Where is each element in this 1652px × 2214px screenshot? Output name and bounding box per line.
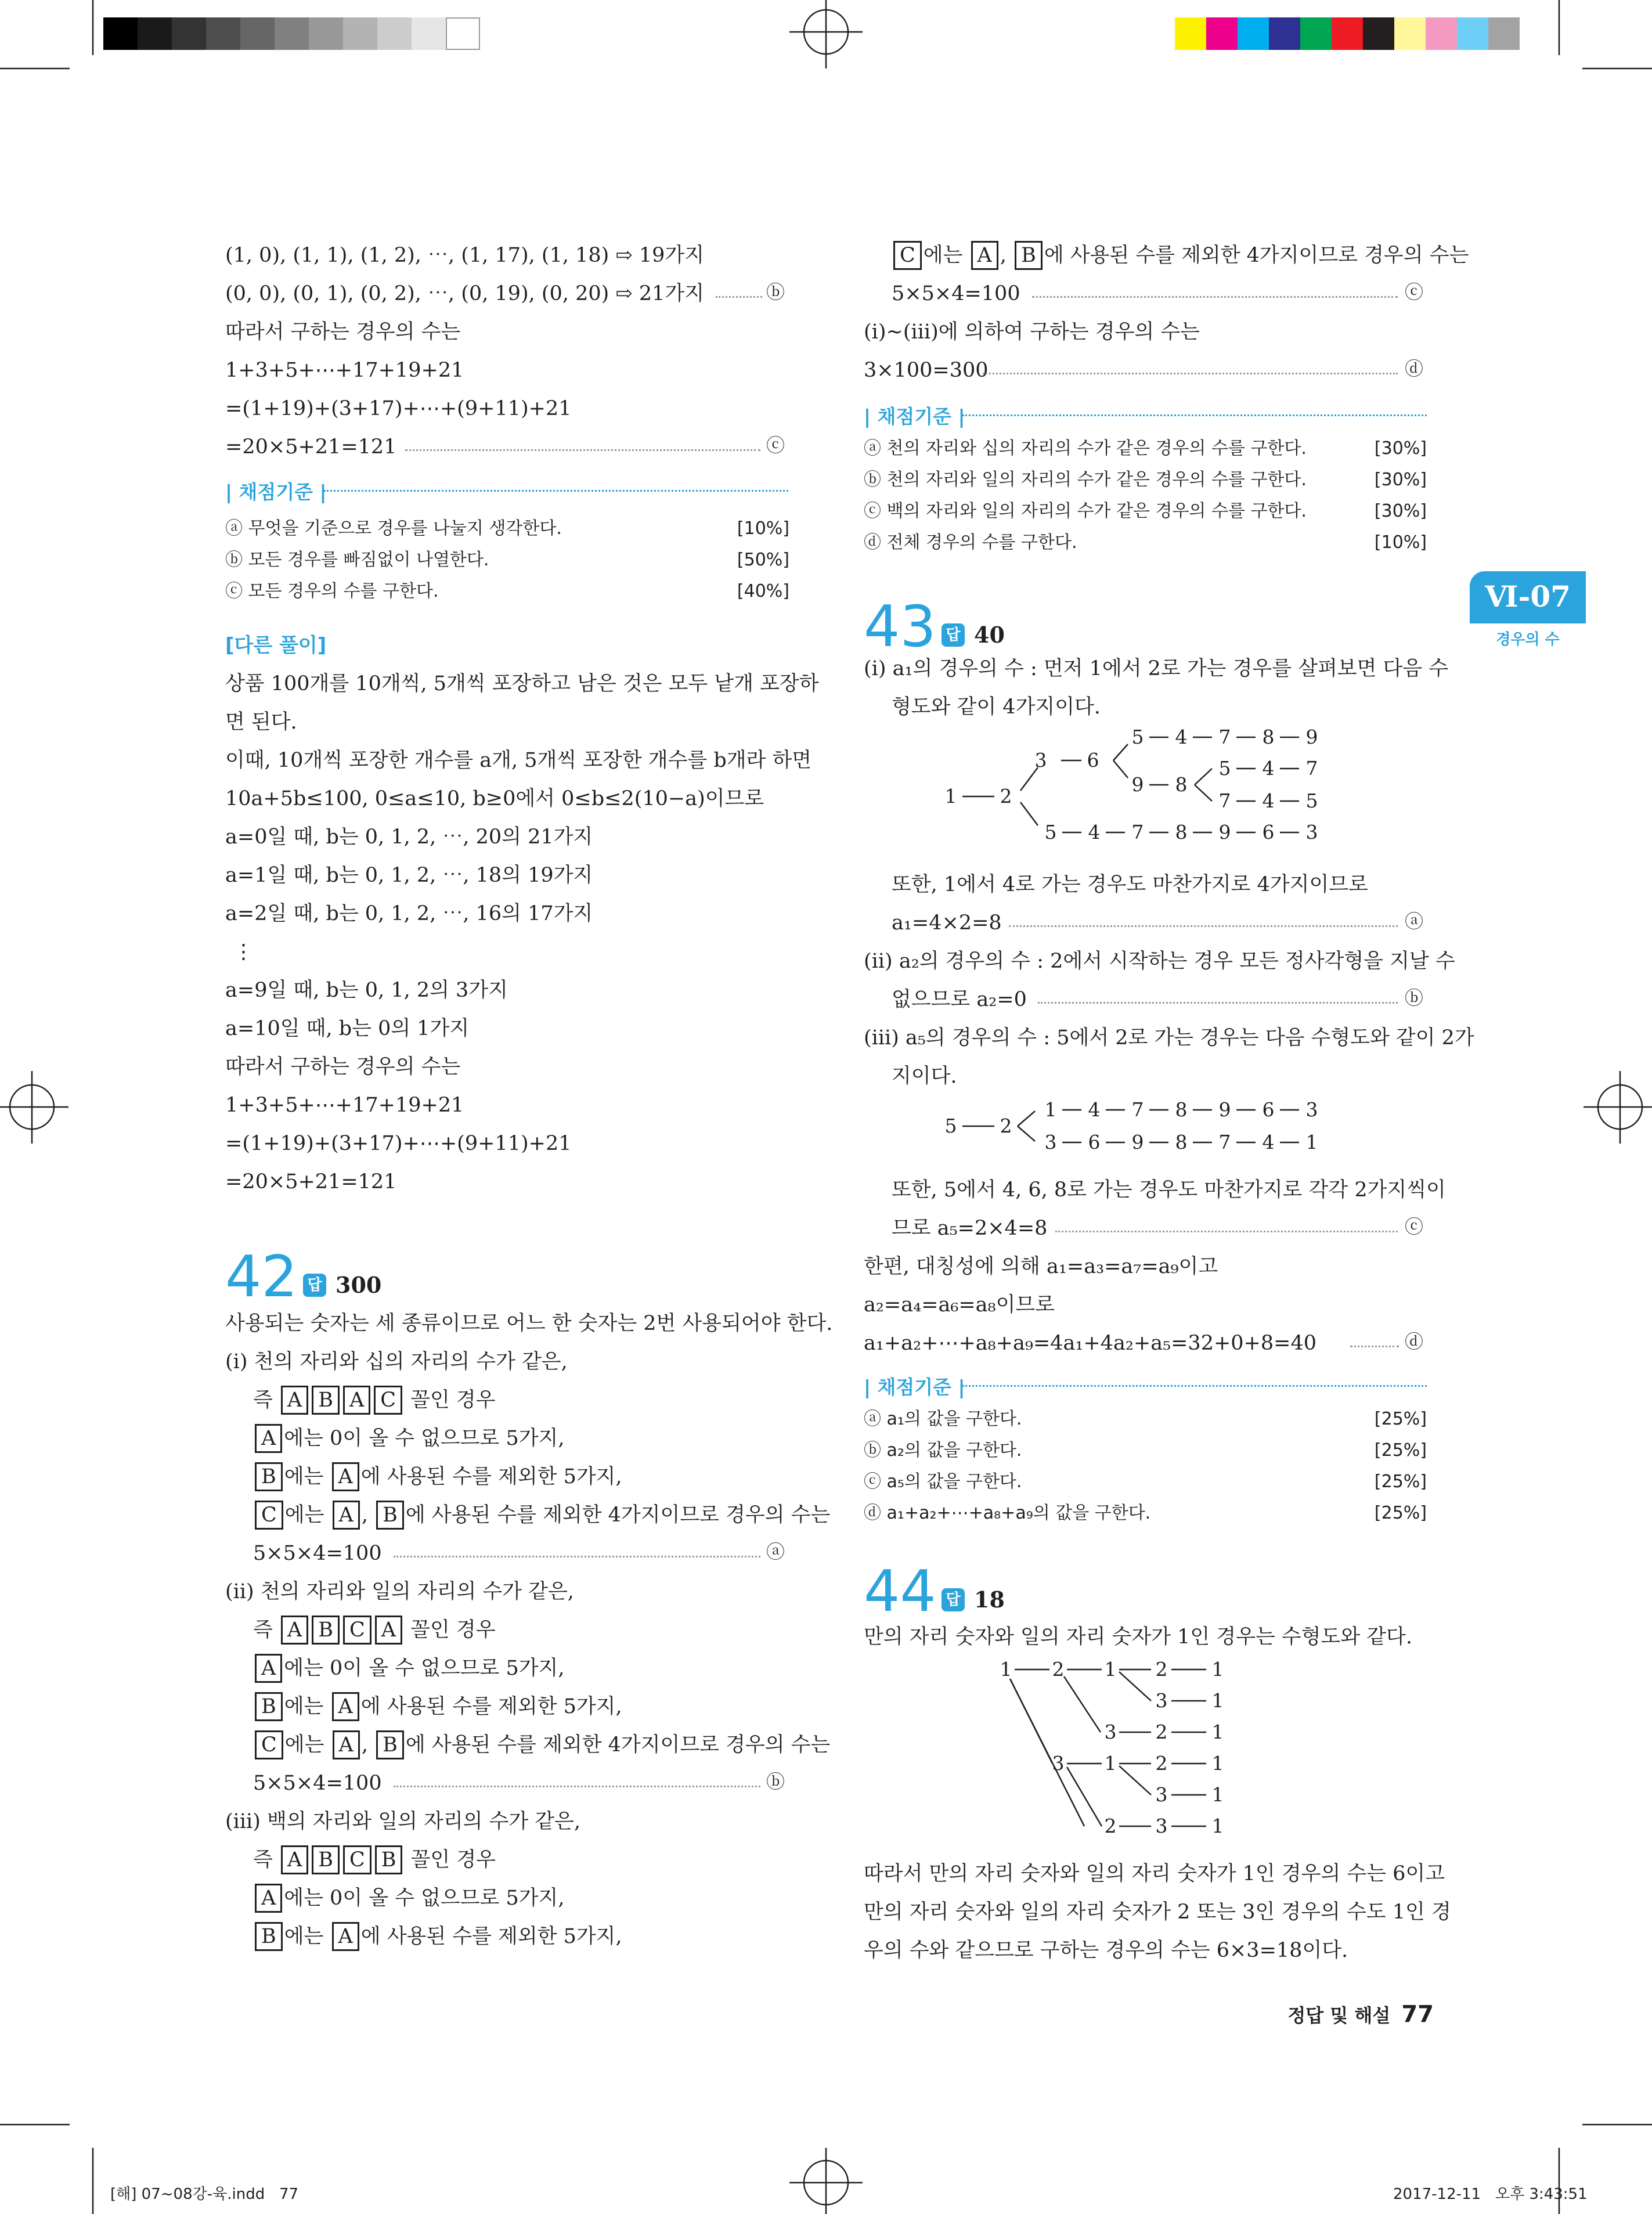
criteria-box xyxy=(864,402,1427,570)
mark-c: ⓒ xyxy=(766,434,785,456)
text-line: 없으므로 a₂=0 xyxy=(892,988,1027,1011)
text-line: 사용되는 숫자는 세 종류이므로 어느 한 숫자는 2번 사용되어야 한다. xyxy=(225,1312,833,1335)
tree-node: 7 xyxy=(1131,1098,1144,1121)
tree-node: 5 xyxy=(1218,757,1231,780)
tree-node: 9 xyxy=(1218,1098,1231,1121)
mark-b: ⓑ xyxy=(766,281,785,303)
tree-node: 5 xyxy=(1305,789,1318,812)
tree-node: 6 xyxy=(1262,1098,1275,1121)
text-line: 따라서 만의 자리 숫자와 일의 자리 숫자가 1인 경우의 수는 6이고 xyxy=(864,1862,1445,1885)
text-line: 5×5×4=100 xyxy=(253,1772,382,1795)
criteria-row: ⓒ 모든 경우의 수를 구한다. [40%] xyxy=(225,581,789,601)
text-line: (1, 0), (1, 1), (1, 2), ⋯, (1, 17), (1, 18) ⇨ 19가지 xyxy=(225,244,705,267)
criteria-row: ⓐ 천의 자리와 십의 자리의 수가 같은 경우의 수를 구한다. [30%] xyxy=(864,438,1427,459)
text-line: 지이다. xyxy=(892,1065,957,1088)
answer-icon: 답 xyxy=(942,1588,965,1611)
criteria-row: ⓑ 모든 경우를 빠짐없이 나열한다. [50%] xyxy=(225,550,789,570)
text-line: 이때, 10개씩 포장한 개수를 a개, 5개씩 포장한 개수를 b개라 하면 xyxy=(225,749,812,772)
tree-node: 1 xyxy=(1044,1098,1057,1121)
text-line: =(1+19)+(3+17)+⋯+(9+11)+21 xyxy=(225,1132,572,1155)
answer-value: 300 xyxy=(336,1272,382,1298)
tree-node: 3 xyxy=(1305,1098,1318,1121)
timestamp: 2017-12-11 오후 3:43:51 xyxy=(1393,2186,1588,2203)
side-tab-label: Ⅵ-07 xyxy=(1485,579,1571,614)
mark-a: ⓐ xyxy=(766,1541,785,1563)
tree-node: 4 xyxy=(1088,1098,1101,1121)
tree-node: 1 xyxy=(944,785,957,807)
tree-node: 7 xyxy=(1305,757,1318,780)
tree-node: 3 xyxy=(1052,1752,1065,1775)
tree-node: 6 xyxy=(1087,749,1099,771)
tree-node: 2 xyxy=(1155,1752,1168,1775)
tree-node: 8 xyxy=(1175,773,1188,796)
tree-node: 1 xyxy=(1211,1815,1224,1837)
text-line: (ⅰ)~(ⅲ)에 의하여 구하는 경우의 수는 xyxy=(864,320,1200,344)
page-footer xyxy=(1254,1997,1434,2032)
text-line: a=10일 때, b는 0의 1가지 xyxy=(225,1017,470,1040)
criteria-row: ⓒ 백의 자리와 일의 자리의 수가 같은 경우의 수를 구한다. [30%] xyxy=(864,501,1427,521)
tree-node: 1 xyxy=(1305,1131,1318,1153)
criteria-row: ⓑ a₂의 값을 구한다. [25%] xyxy=(864,1440,1427,1461)
text-line: (0, 0), (0, 1), (0, 2), ⋯, (0, 19), (0, 20) ⇨ 21가지 xyxy=(225,282,705,305)
text-line: 또한, 1에서 4로 가는 경우도 마찬가지로 4가지이므로 xyxy=(892,873,1368,896)
form-line: 즉 A B A C 꼴인 경우 xyxy=(253,1383,496,1418)
text-line: (ⅰ) a₁의 경우의 수 : 먼저 1에서 2로 가는 경우를 살펴보면 다음 수 xyxy=(864,657,1449,680)
text-line: C 에는 A , B 에 사용된 수를 제외한 4가지이므로 경우의 수는 xyxy=(253,1728,830,1762)
tree-node: 1 xyxy=(1211,1689,1224,1712)
tree-node: 7 xyxy=(1218,726,1231,748)
text-line: 한편, 대칭성에 의해 a₁=a₃=a₇=a₉이고 xyxy=(864,1255,1218,1278)
tree-node: 1 xyxy=(1211,1658,1224,1681)
alt-title: [다른 풀이] xyxy=(225,634,327,657)
answer-value: 40 xyxy=(974,622,1005,648)
criteria-box xyxy=(864,1372,1427,1541)
text-line: A 에는 0이 올 수 없으므로 5가지, xyxy=(253,1881,564,1916)
tree-node: 3 xyxy=(1104,1721,1117,1743)
text-line: 우의 수와 같으므로 구하는 경우의 수는 6×3=18이다. xyxy=(864,1939,1348,1962)
mark-a: ⓐ xyxy=(1405,910,1424,932)
tree-node: 3 xyxy=(1305,821,1318,843)
tree-node: 7 xyxy=(1218,789,1231,812)
tree-diagram-2 xyxy=(939,1097,1380,1161)
tree-node: 4 xyxy=(1262,757,1275,780)
tree-node: 4 xyxy=(1175,726,1188,748)
tree-node: 8 xyxy=(1175,1131,1188,1153)
criteria-row: ⓑ 천의 자리와 일의 자리의 수가 같은 경우의 수를 구한다. [30%] xyxy=(864,470,1427,490)
question-43 xyxy=(864,594,1474,1550)
page-number: 77 xyxy=(1401,2001,1434,2028)
tree-node: 1 xyxy=(1211,1783,1224,1806)
criteria-row: ⓒ a₅의 값을 구한다. [25%] xyxy=(864,1472,1427,1492)
text-line: 또한, 5에서 4, 6, 8로 가는 경우도 마찬가지로 각각 2가지씩이 xyxy=(892,1178,1446,1202)
text-line: B 에는 A 에 사용된 수를 제외한 5가지, xyxy=(253,1459,622,1494)
text-line: ⋮ xyxy=(233,940,254,964)
tree-node: 9 xyxy=(1131,1131,1144,1153)
text-line: 5×5×4=100 xyxy=(253,1542,382,1565)
text-line: 므로 a₅=2×4=8 xyxy=(892,1217,1048,1240)
tree-node: 5 xyxy=(1044,821,1057,843)
footer-section: 정답 및 해설 xyxy=(1287,2004,1391,2027)
text-line: 따라서 구하는 경우의 수는 xyxy=(225,1055,461,1079)
text-line: (ⅱ) 천의 자리와 일의 자리의 수가 같은, xyxy=(225,1580,574,1603)
tree-node: 1 xyxy=(1104,1752,1117,1775)
answer-icon: 답 xyxy=(942,623,965,647)
mark-d: ⓓ xyxy=(1405,358,1424,380)
text-line: a=2일 때, b는 0, 1, 2, ⋯, 16의 17가지 xyxy=(225,902,593,925)
tree-node: 4 xyxy=(1088,821,1101,843)
text-line: 상품 100개를 10개씩, 5개씩 포장하고 남은 것은 모두 낱개 포장하 xyxy=(225,672,819,695)
tree-node: 3 xyxy=(1155,1783,1168,1806)
tree-node: 2 xyxy=(1052,1658,1065,1681)
tree-node: 1 xyxy=(1000,1658,1012,1681)
tree-diagram-3 xyxy=(997,1659,1299,1839)
tree-node: 4 xyxy=(1262,789,1275,812)
mark-b: ⓑ xyxy=(766,1771,785,1793)
tree-node: 6 xyxy=(1088,1131,1101,1153)
file-info: [해] 07~08강-육.indd 77 xyxy=(110,2186,299,2203)
tree-node: 8 xyxy=(1262,726,1275,748)
left-column xyxy=(225,238,833,1979)
criteria-row: ⓐ a₁의 값을 구한다. [25%] xyxy=(864,1409,1427,1429)
criteria-row: ⓐ 무엇을 기준으로 경우를 나눌지 생각한다. [10%] xyxy=(225,518,789,539)
text-line: 따라서 구하는 경우의 수는 xyxy=(225,320,461,344)
criteria-title: | 채점기준 | xyxy=(225,481,327,503)
text-line: B 에는 A 에 사용된 수를 제외한 5가지, xyxy=(253,1919,622,1954)
question-number: 42 xyxy=(225,1244,298,1310)
criteria-box xyxy=(225,477,789,616)
text-line: 형도와 같이 4가지이다. xyxy=(892,695,1101,719)
text-line: (ⅱ) a₂의 경우의 수 : 2에서 시작하는 경우 모든 정사각형을 지날 수 xyxy=(864,950,1455,973)
tree-node: 1 xyxy=(1211,1721,1224,1743)
text-line: (ⅲ) a₅의 경우의 수 : 5에서 2로 가는 경우는 다음 수형도와 같이 2가 xyxy=(864,1026,1474,1050)
tree-node: 5 xyxy=(1131,726,1144,748)
tree-node: 2 xyxy=(1155,1721,1168,1743)
tree-node: 7 xyxy=(1218,1131,1231,1153)
text-line: 면 된다. xyxy=(225,711,297,734)
text-line: B 에는 A 에 사용된 수를 제외한 5가지, xyxy=(253,1689,622,1724)
question-44 xyxy=(864,1559,1451,1963)
text-line: a=1일 때, b는 0, 1, 2, ⋯, 18의 19가지 xyxy=(225,864,593,887)
text-line: a=0일 때, b는 0, 1, 2, ⋯, 20의 21가지 xyxy=(225,825,593,849)
tree-diagram-1 xyxy=(939,727,1380,860)
tree-node: 4 xyxy=(1262,1131,1275,1153)
tree-node: 8 xyxy=(1175,821,1188,843)
text-line: A 에는 0이 올 수 없으므로 5가지, xyxy=(253,1651,564,1686)
form-line: 즉 A B C B 꼴인 경우 xyxy=(253,1842,496,1877)
text-line: 1+3+5+⋯+17+19+21 xyxy=(225,1094,464,1117)
mark-d: ⓓ xyxy=(1405,1330,1424,1353)
tree-node: 1 xyxy=(1104,1658,1117,1681)
text-line: C 에는 A , B 에 사용된 수를 제외한 4가지이므로 경우의 수는 xyxy=(892,238,1469,273)
text-line: a=9일 때, b는 0, 1, 2의 3가지 xyxy=(225,979,508,1002)
question-number: 44 xyxy=(864,1559,936,1625)
answer-icon: 답 xyxy=(303,1274,326,1297)
tree-node: 7 xyxy=(1131,821,1144,843)
tree-node: 1 xyxy=(1211,1752,1224,1775)
text-line: a₁=4×2=8 xyxy=(892,911,1002,935)
text-line: 5×5×4=100 xyxy=(892,282,1020,305)
tree-node: 2 xyxy=(1104,1815,1117,1837)
text-line: (ⅲ) 백의 자리와 일의 자리의 수가 같은, xyxy=(225,1810,581,1833)
tree-node: 2 xyxy=(1155,1658,1168,1681)
side-tab xyxy=(1470,571,1586,623)
tree-node: 8 xyxy=(1175,1098,1188,1121)
criteria-title: | 채점기준 | xyxy=(864,1376,965,1398)
tree-node: 5 xyxy=(944,1115,957,1137)
text-line: 3×100=300 xyxy=(864,359,989,382)
text-line: a₂=a₄=a₆=a₈이므로 xyxy=(864,1293,1055,1317)
text-line: 만의 자리 숫자와 일의 자리 숫자가 2 또는 3인 경우의 수도 1인 경 xyxy=(864,1901,1451,1924)
mark-b: ⓑ xyxy=(1405,987,1424,1009)
tree-node: 9 xyxy=(1218,821,1231,843)
text-line: C 에는 A , B 에 사용된 수를 제외한 4가지이므로 경우의 수는 xyxy=(253,1498,830,1533)
tree-node: 3 xyxy=(1155,1689,1168,1712)
text-line: A 에는 0이 올 수 없으므로 5가지, xyxy=(253,1421,564,1456)
text-line: =20×5+21=121 xyxy=(225,1170,397,1193)
tree-node: 3 xyxy=(1034,749,1047,771)
criteria-row: ⓓ a₁+a₂+⋯+a₈+a₉의 값을 구한다. [25%] xyxy=(864,1503,1427,1523)
side-tab-sub: 경우의 수 xyxy=(1496,631,1560,648)
tree-node: 2 xyxy=(1000,1115,1012,1137)
criteria-title: | 채점기준 | xyxy=(864,405,965,428)
text-line: (ⅰ) 천의 자리와 십의 자리의 수가 같은, xyxy=(225,1350,568,1373)
tree-node: 6 xyxy=(1262,821,1275,843)
text-line: =(1+19)+(3+17)+⋯+(9+11)+21 xyxy=(225,397,572,420)
criteria-row: ⓓ 전체 경우의 수를 구한다. [10%] xyxy=(864,532,1427,553)
tree-node: 9 xyxy=(1305,726,1318,748)
text-line: =20×5+21=121 xyxy=(225,435,397,459)
answer-value: 18 xyxy=(974,1586,1005,1613)
tree-node: 2 xyxy=(1000,785,1012,807)
question-42 xyxy=(225,1244,833,1974)
text-line: a₁+a₂+⋯+a₈+a₉=4a₁+4a₂+a₅=32+0+8=40 xyxy=(864,1332,1317,1355)
right-column xyxy=(864,238,1474,1979)
tree-node: 3 xyxy=(1044,1131,1057,1153)
alt-solution xyxy=(225,628,819,1209)
tree-node: 9 xyxy=(1131,773,1144,796)
text-line: 10a+5b≤100, 0≤a≤10, b≥0에서 0≤b≤2(10−a)이므로 xyxy=(225,787,764,810)
text-line: 만의 자리 숫자와 일의 자리 숫자가 1인 경우는 수형도와 같다. xyxy=(864,1625,1412,1649)
mark-c: ⓒ xyxy=(1405,281,1424,303)
form-line: 즉 A B C A 꼴인 경우 xyxy=(253,1613,496,1647)
text-line: 1+3+5+⋯+17+19+21 xyxy=(225,359,464,382)
question-number: 43 xyxy=(864,594,936,660)
mark-c: ⓒ xyxy=(1405,1216,1424,1238)
tree-node: 3 xyxy=(1155,1815,1168,1837)
